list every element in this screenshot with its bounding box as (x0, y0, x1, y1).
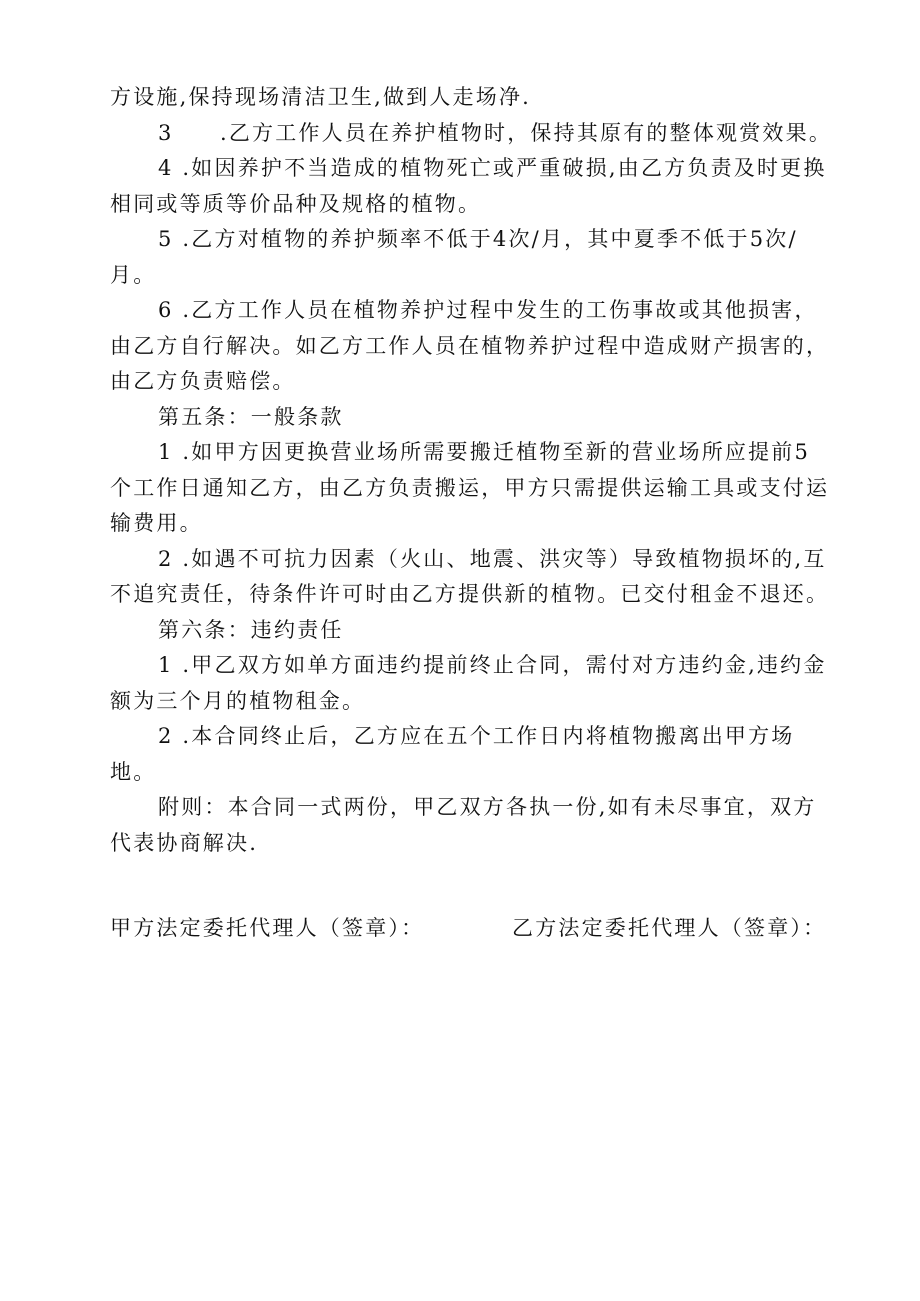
signature-row (110, 910, 840, 946)
party-b-signature-label: 乙方法定委托代理人（签章）： (512, 916, 827, 940)
clause-line: 3 .乙方工作人员在养护植物时，保持其原有的整体观赏效果。 (158, 120, 833, 145)
text-line: 方设施,保持现场清洁卫生,做到人走场净. (110, 85, 532, 109)
clause-line: 4 .如因养护不当造成的植物死亡或严重破损,由乙方负责及时更换 (158, 156, 827, 180)
text-line: 不追究责任，待条件许可时由乙方提供新的植物。已交付租金不退还。 (110, 582, 830, 606)
party-a-signature-label: 甲方法定委托代理人（签章）： (110, 916, 425, 940)
text-line: 额为三个月的植物租金。 (110, 688, 366, 713)
text-line: 地。 (110, 759, 157, 784)
text-line: 由乙方自行解决。如乙方工作人员在植物养护过程中造成财产损害的， (110, 333, 830, 358)
contract-body (110, 80, 840, 861)
text-line: 个工作日通知乙方，由乙方负责搬运，甲方只需提供运输工具或支付运 (110, 475, 830, 500)
clause-line: 6 .乙方工作人员在植物养护过程中发生的工伤事故或其他损害， (158, 298, 818, 322)
section-heading: 第五条：一般条款 (158, 404, 344, 429)
text-line: 代表协商解决. (110, 830, 259, 855)
clause-line: 2 .本合同终止后，乙方应在五个工作日内将植物搬离出甲方场 (158, 724, 795, 748)
appendix-line: 附则：本合同一式两份，甲乙双方各执一份,如有未尽事宜，双方 (158, 795, 817, 819)
clause-line: 1 .如甲方因更换营业场所需要搬迁植物至新的营业场所应提前5 (158, 440, 811, 464)
text-line: 由乙方负责赔偿。 (110, 369, 296, 393)
clause-line: 1 .甲乙双方如单方面违约提前终止合同，需付对方违约金,违约金 (158, 653, 827, 677)
text-line: 月。 (110, 262, 157, 287)
text-line: 输费用。 (110, 511, 203, 535)
clause-line: 5 .乙方对植物的养护频率不低于4次/月，其中夏季不低于5次/ (158, 227, 798, 251)
text-line: 相同或等质等价品种及规格的植物。 (110, 191, 482, 216)
clause-line: 2 .如遇不可抗力因素（火山、地震、洪灾等）导致植物损坏的,互 (158, 546, 827, 571)
section-heading: 第六条：违约责任 (158, 617, 344, 642)
